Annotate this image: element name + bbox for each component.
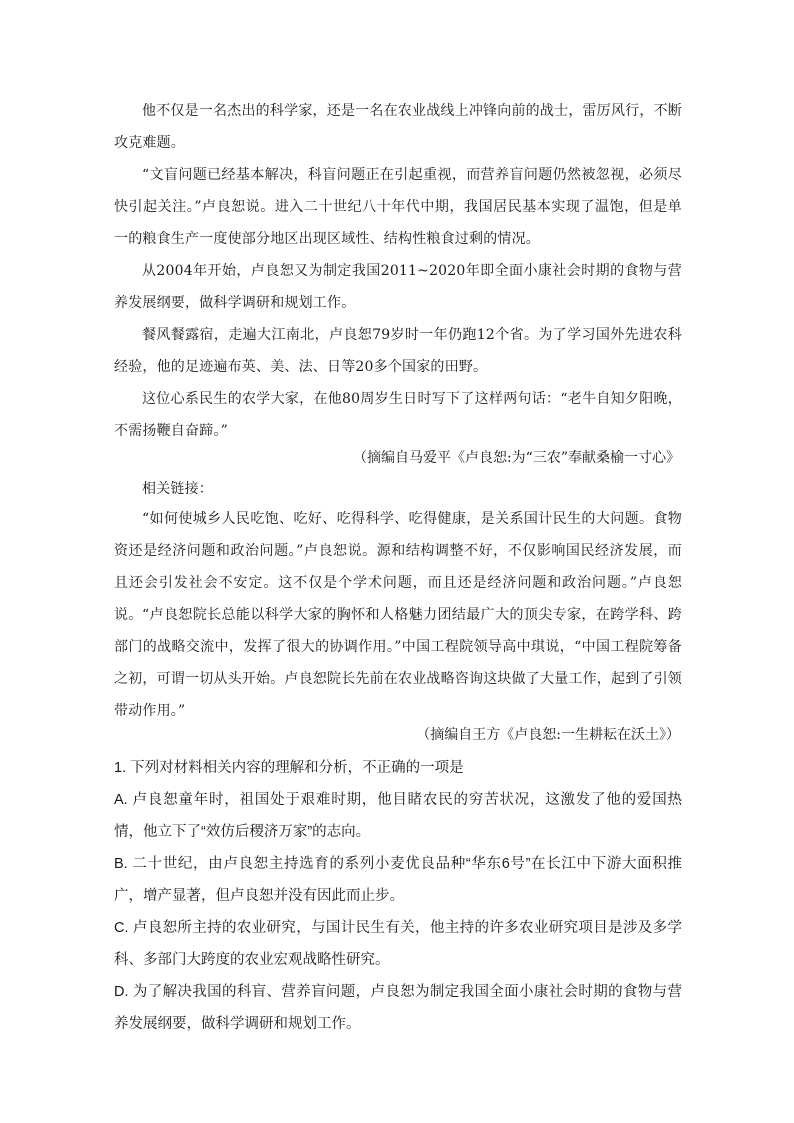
article-paragraph: 这位心系民生的农学大家，在他80周岁生日时写下了这样两句话：“老牛自知夕阳晚，不需扬鞭自奋蹄。” <box>114 391 682 439</box>
option-d: D. 为了解决我国的科盲、营养盲问题，卢良恕为制定我国全面小康社会时期的食物与营养发展纲要，做科学调研和规划工作。 <box>114 984 682 1032</box>
option-c: C. 卢良恕所主持的农业研究，与国计民生有关，他主持的许多农业研究项目是涉及多学科、多部门大跨度的农业宏观战略性研究。 <box>114 920 682 968</box>
article-paragraph: 他不仅是一名杰出的科学家，还是一名在农业战线上冲锋向前的战士，雷厉风行，不断攻克难题。 <box>114 103 682 151</box>
source-citation: （摘编自马爱平《卢良恕:为“三农”奉献桑榆一寸心》 <box>352 450 680 466</box>
article-paragraph: 从2004年开始，卢良恕又为制定我国2011~2020年即全面小康社会时期的食物与营养发展纲要，做科学调研和规划工作。 <box>114 263 682 311</box>
option-b: B. 二十世纪，由卢良恕主持选育的系列小麦优良品种“华东6号”在长江中下游大面积推广，增产显著，但卢良恕并没有因此而止步。 <box>114 856 682 904</box>
related-paragraph: “卢良恕院长总能以科学大家的胸怀和人格魅力团结最广大的顶尖专家，在跨学科、跨部门的战略交流中，发挥了很大的协调作用。”中国工程院领导高中琪说，“中国工程院筹备之初，可谓一切从头开始。卢良恕院长先前在农业战略咨询这块做了大量工作，起到了引领带动作用。” <box>114 607 682 719</box>
article-paragraph: 餐风餐露宿，走遍大江南北，卢良恕79岁时一年仍跑12个省。为了学习国外先进农科经验，他的足迹遍布英、美、法、日等20多个国家的田野。 <box>114 327 682 375</box>
related-links-heading: 相关链接： <box>142 481 213 497</box>
option-a: A. 卢良恕童年时，祖国处于艰难时期，他目睹农民的穷苦状况，这激发了他的爱国热情，他立下了“效仿后稷济万家”的志向。 <box>114 792 682 840</box>
article-paragraph: “文盲问题已经基本解决，科盲问题正在引起重视，而营养盲问题仍然被忽视，必须尽快引起关注。”卢良恕说。进入二十世纪八十年代中期，我国居民基本实现了温饱，但是单一的粮食生产一度使部分地区出现区域性、结构性粮食过剩的情况。 <box>114 167 682 247</box>
question-stem: 1. 下列对材料相关内容的理解和分析，不正确的一项是 <box>114 760 464 776</box>
source-citation: （摘编自王方《卢良恕:一生耕耘在沃土》） <box>416 727 680 743</box>
related-paragraph: “如何使城乡人民吃饱、吃好、吃得科学、吃得健康，是关系国计民生的大问题。食物资还是经济问题和政治问题。”卢良恕说。源和结构调整不好，不仅影响国民经济发展，而且还会引发社会不安定。这不仅是个学术问题，而且还是经济问题和政治问题。”卢良恕说。 <box>114 511 682 623</box>
